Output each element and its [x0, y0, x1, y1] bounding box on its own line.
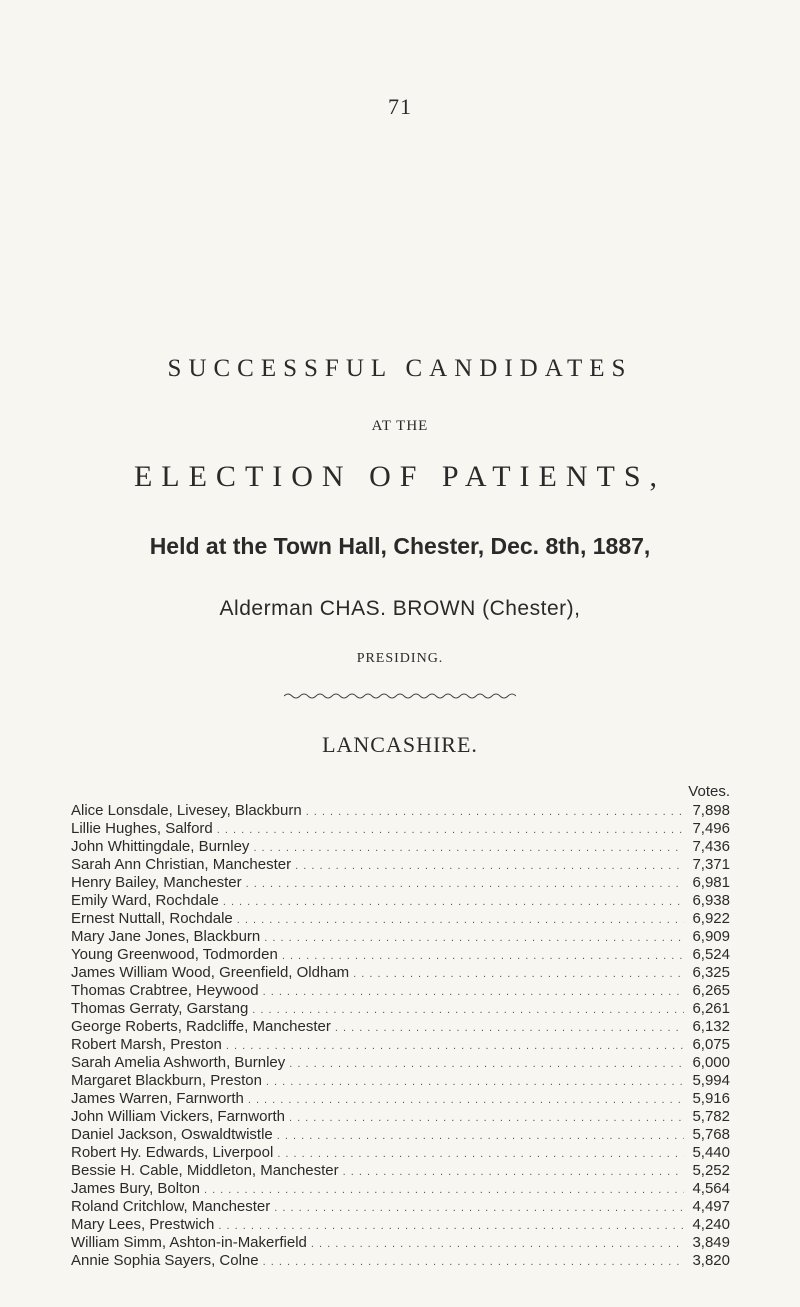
candidate-votes: 6,132: [692, 1018, 730, 1035]
candidate-row: [71, 874, 730, 892]
candidate-name: Ernest Nuttall, Rochdale: [71, 910, 233, 927]
candidate-votes: 3,820: [692, 1252, 730, 1269]
dot-leader: [217, 821, 684, 838]
candidate-row: [71, 838, 730, 856]
heading-presiding: PRESIDING.: [356, 651, 444, 666]
candidate-name: Annie Sophia Sayers, Colne: [71, 1252, 259, 1269]
candidate-votes: 4,564: [692, 1180, 730, 1197]
candidate-name: Sarah Ann Christian, Manchester: [71, 856, 292, 873]
candidate-name: Emily Ward, Rochdale: [71, 892, 219, 909]
dot-leader: [274, 1199, 684, 1216]
dot-leader: [295, 857, 684, 874]
dot-leader: [277, 1127, 684, 1144]
candidate-row: [71, 1180, 730, 1198]
dot-leader: [289, 1055, 684, 1072]
candidate-votes: 7,898: [692, 802, 730, 819]
candidate-votes: 6,938: [692, 892, 730, 909]
candidate-votes: 5,440: [692, 1144, 730, 1161]
candidate-row: [71, 1000, 730, 1018]
votes-column-header: Votes.: [688, 783, 730, 800]
candidate-row: [71, 928, 730, 946]
candidate-row: [71, 820, 730, 838]
dot-leader: [343, 1163, 684, 1180]
candidate-name: Bessie H. Cable, Middleton, Manchester: [71, 1162, 339, 1179]
candidate-votes: 6,075: [692, 1036, 730, 1053]
dot-leader: [246, 875, 684, 892]
county-heading: LANCASHIRE.: [322, 732, 478, 757]
candidate-votes: 7,436: [692, 838, 730, 855]
candidate-name: James Warren, Farnworth: [71, 1090, 244, 1107]
candidate-row: [71, 1198, 730, 1216]
candidate-votes: 4,240: [692, 1216, 730, 1233]
candidate-name: Alice Lonsdale, Livesey, Blackburn: [71, 802, 302, 819]
candidate-votes: 5,252: [692, 1162, 730, 1179]
candidate-votes: 5,782: [692, 1108, 730, 1125]
dot-leader: [263, 1253, 684, 1270]
candidate-votes: 7,496: [692, 820, 730, 837]
candidate-votes: 3,849: [692, 1234, 730, 1251]
dot-leader: [266, 1073, 684, 1090]
dot-leader: [289, 1109, 684, 1126]
candidate-row: [71, 856, 730, 874]
candidate-row: [71, 1234, 730, 1252]
candidate-row: [71, 946, 730, 964]
candidate-row: [71, 1162, 730, 1180]
candidate-votes: 6,524: [692, 946, 730, 963]
dot-leader: [277, 1145, 684, 1162]
heading-at-the: AT THE: [371, 418, 429, 434]
candidate-votes: 7,371: [692, 856, 730, 873]
candidate-row: [71, 1054, 730, 1072]
candidate-name: Roland Critchlow, Manchester: [71, 1198, 271, 1215]
candidate-row: [71, 1072, 730, 1090]
heading-presiding-officer: Alderman CHAS. BROWN (Chester),: [219, 597, 581, 620]
candidate-name: Henry Bailey, Manchester: [71, 874, 242, 891]
dot-leader: [204, 1181, 684, 1198]
dot-leader: [353, 965, 684, 982]
candidate-votes: 6,325: [692, 964, 730, 981]
candidate-name: Mary Lees, Prestwich: [71, 1216, 215, 1233]
dot-leader: [306, 803, 684, 820]
candidate-votes: 6,261: [692, 1000, 730, 1017]
candidate-name: Mary Jane Jones, Blackburn: [71, 928, 261, 945]
candidate-row: [71, 1090, 730, 1108]
candidate-name: Thomas Gerraty, Garstang: [71, 1000, 249, 1017]
candidate-name: James Bury, Bolton: [71, 1180, 200, 1197]
candidate-row: [71, 964, 730, 982]
heading-successful-candidates: SUCCESSFUL CANDIDATES: [167, 355, 633, 382]
candidate-row: [71, 802, 730, 820]
dot-leader: [311, 1235, 684, 1252]
candidate-row: [71, 1036, 730, 1054]
candidate-votes: 6,265: [692, 982, 730, 999]
candidate-votes: 6,922: [692, 910, 730, 927]
candidate-row: [71, 892, 730, 910]
candidate-name: John William Vickers, Farnworth: [71, 1108, 285, 1125]
candidate-votes: 5,994: [692, 1072, 730, 1089]
candidate-row: [71, 1018, 730, 1036]
candidate-votes: 5,768: [692, 1126, 730, 1143]
candidate-row: [71, 1126, 730, 1144]
heading-venue-date: Held at the Town Hall, Chester, Dec. 8th, 1887,: [149, 533, 651, 559]
candidate-name: Margaret Blackburn, Preston: [71, 1072, 262, 1089]
dot-leader: [335, 1019, 684, 1036]
candidate-row: [71, 1216, 730, 1234]
candidate-votes: 6,981: [692, 874, 730, 891]
candidate-name: Thomas Crabtree, Heywood: [71, 982, 259, 999]
candidate-row: [71, 910, 730, 928]
candidate-name: George Roberts, Radcliffe, Manchester: [71, 1018, 331, 1035]
candidate-name: Young Greenwood, Todmorden: [71, 946, 278, 963]
candidate-row: [71, 982, 730, 1000]
candidate-votes: 6,909: [692, 928, 730, 945]
candidate-name: James William Wood, Greenfield, Oldham: [71, 964, 350, 981]
candidate-row: [71, 1108, 730, 1126]
candidate-name: Robert Marsh, Preston: [71, 1036, 222, 1053]
candidate-row: [71, 1252, 730, 1270]
dot-leader: [263, 983, 684, 1000]
candidate-name: Daniel Jackson, Oswaldtwistle: [71, 1126, 273, 1143]
candidate-row: [71, 1144, 730, 1162]
heading-election-of-patients: ELECTION OF PATIENTS,: [133, 460, 667, 493]
dot-leader: [248, 1091, 684, 1108]
candidate-name: Robert Hy. Edwards, Liverpool: [71, 1144, 274, 1161]
page-number: 71: [388, 94, 412, 119]
decorative-wavy-divider: [284, 692, 516, 700]
candidate-votes: 4,497: [692, 1198, 730, 1215]
dot-leader: [223, 893, 684, 910]
candidate-votes: 6,000: [692, 1054, 730, 1071]
candidate-name: William Simm, Ashton-in-Makerfield: [71, 1234, 307, 1251]
dot-leader: [237, 911, 684, 928]
dot-leader: [226, 1037, 684, 1054]
dot-leader: [282, 947, 684, 964]
candidate-name: John Whittingdale, Burnley: [71, 838, 250, 855]
candidate-votes: 5,916: [692, 1090, 730, 1107]
candidate-name: Sarah Amelia Ashworth, Burnley: [71, 1054, 286, 1071]
dot-leader: [252, 1001, 684, 1018]
dot-leader: [253, 839, 684, 856]
dot-leader: [218, 1217, 684, 1234]
candidate-list: [71, 802, 730, 1270]
dot-leader: [264, 929, 684, 946]
candidate-name: Lillie Hughes, Salford: [71, 820, 213, 837]
